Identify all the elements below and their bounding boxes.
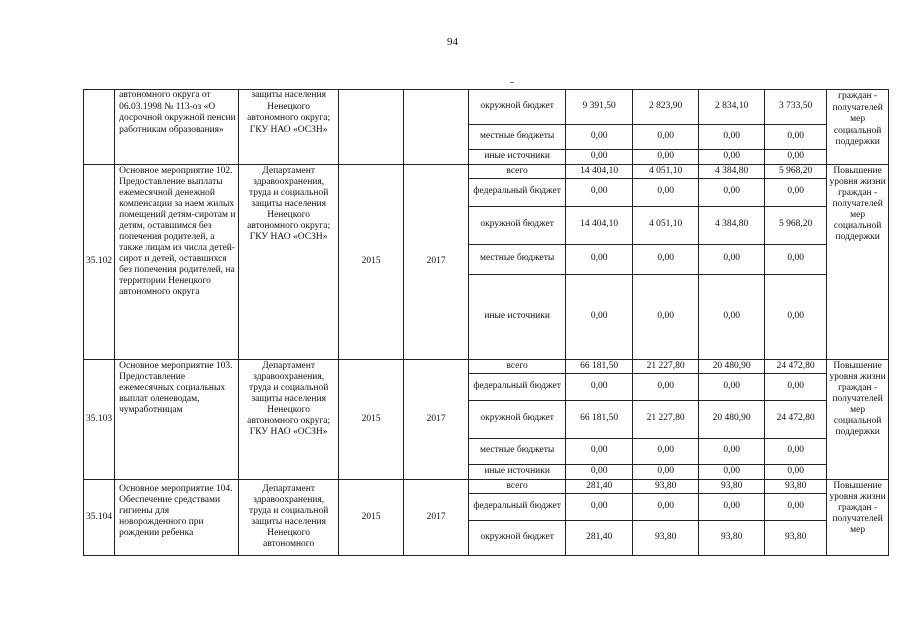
amount-cell: 14 404,10 [566,164,633,178]
amount-cell: 0,00 [566,274,633,359]
funding-source-cell: местные бюджеты [469,244,566,274]
table-row [84,479,889,493]
amount-cell: 0,00 [566,150,633,165]
start-year-cell: 2015 [339,164,404,359]
amount-cell: 93,80 [633,520,699,555]
amount-cell: 0,00 [699,438,765,464]
amount-cell: 5 968,20 [765,206,827,244]
result-cell: Повышение уровня жизни граждан - получателей мер [827,479,889,555]
table-body [84,90,889,556]
amount-cell: 0,00 [765,373,827,400]
measure-name-cell: Основное мероприятие 104. Обеспечение средствами гигиены для новорожденного при рождении ребенка [115,479,239,555]
amount-cell: 93,80 [633,479,699,493]
amount-cell: 0,00 [699,178,765,206]
end-year-cell: 2017 [404,479,469,555]
amount-cell: 21 227,80 [633,400,699,438]
amount-cell: 0,00 [699,373,765,400]
amount-cell: 0,00 [765,464,827,479]
funding-source-cell: иные источники [469,150,566,165]
amount-cell: 0,00 [566,178,633,206]
amount-cell: 0,00 [765,150,827,165]
measure-number-cell [84,90,115,165]
amount-cell: 93,80 [699,479,765,493]
amount-cell: 2 823,90 [633,90,699,125]
table-row [84,359,889,373]
amount-cell: 0,00 [699,125,765,150]
funding-source-cell: окружной бюджет [469,400,566,438]
funding-source-cell: всего [469,164,566,178]
result-cell: Повышение уровня жизни граждан - получателей мер социальной поддержки [827,359,889,479]
responsible-cell: защиты населения Ненецкого автономного округа; ГКУ НАО «ОСЗН» [239,90,339,165]
result-cell: Повышение уровня жизни граждан - получателей мер социальной поддержки [827,164,889,359]
end-year-cell: 2017 [404,359,469,479]
funding-source-cell: всего [469,479,566,493]
amount-cell: 0,00 [633,244,699,274]
amount-cell: 0,00 [765,274,827,359]
measure-name-cell: Основное мероприятие 102. Предоставление выплаты ежемесячной денежной компенсации за наем жилых помещений детям-сиротам и детям, оставшимся без попечения родителей, а также лицам из числа детей-сирот и детей, оставшихся без попечения родителей, на территории Ненецкого автономного округа [115,164,239,359]
amount-cell: 0,00 [566,438,633,464]
amount-cell: 5 968,20 [765,164,827,178]
amount-cell: 0,00 [566,493,633,520]
table-row [84,164,889,178]
funding-source-cell: окружной бюджет [469,520,566,555]
measure-name-cell: автономного округа от 06.03.1998 № 113-оз «О досрочной окружной пенсии работникам образования» [115,90,239,165]
amount-cell: 93,80 [699,520,765,555]
amount-cell: 281,40 [566,520,633,555]
responsible-cell: Департамент здравоохранения, труда и социальной защиты населения Ненецкого автономного округа; ГКУ НАО «ОСЗН» [239,164,339,359]
amount-cell: 0,00 [699,274,765,359]
amount-cell: 0,00 [566,125,633,150]
amount-cell: 20 480,90 [699,359,765,373]
responsible-cell: Департамент здравоохранения, труда и социальной защиты населения Ненецкого автономного округа; ГКУ НАО «ОСЗН» [239,359,339,479]
start-year-cell: 2015 [339,359,404,479]
amount-cell: 4 384,80 [699,164,765,178]
amount-cell: 0,00 [566,464,633,479]
amount-cell: 0,00 [765,125,827,150]
measure-number-cell: 35.102 [84,164,115,359]
amount-cell: 24 472,80 [765,400,827,438]
amount-cell: 0,00 [765,493,827,520]
amount-cell: 14 404,10 [566,206,633,244]
start-year-cell: 2015 [339,479,404,555]
amount-cell: 2 834,10 [699,90,765,125]
funding-source-cell: иные источники [469,464,566,479]
amount-cell: 0,00 [699,493,765,520]
amount-cell: 93,80 [765,479,827,493]
start-year-cell [339,90,404,165]
amount-cell: 0,00 [699,244,765,274]
amount-cell: 93,80 [765,520,827,555]
end-year-cell [404,90,469,165]
responsible-cell: Департамент здравоохранения, труда и социальной защиты населения Ненецкого автономного [239,479,339,555]
measure-number-cell: 35.104 [84,479,115,555]
page-number: 94 [447,36,458,48]
amount-cell: 0,00 [633,178,699,206]
funding-source-cell: окружной бюджет [469,90,566,125]
amount-cell: 66 181,50 [566,400,633,438]
result-cell: граждан - получателей мер социальной поддержки [827,90,889,165]
funding-source-cell: федеральный бюджет [469,373,566,400]
amount-cell: 0,00 [633,125,699,150]
amount-cell: 0,00 [633,464,699,479]
amount-cell: 0,00 [566,373,633,400]
measure-number-cell: 35.103 [84,359,115,479]
amount-cell: 281,40 [566,479,633,493]
amount-cell: 20 480,90 [699,400,765,438]
end-year-cell: 2017 [404,164,469,359]
funding-source-cell: местные бюджеты [469,125,566,150]
funding-source-cell: окружной бюджет [469,206,566,244]
amount-cell: 66 181,50 [566,359,633,373]
amount-cell: 9 391,50 [566,90,633,125]
amount-cell: 0,00 [699,150,765,165]
amount-cell: 0,00 [765,244,827,274]
amount-cell: 0,00 [633,373,699,400]
table-row [84,90,889,125]
amount-cell: 0,00 [765,178,827,206]
amount-cell: 4 051,10 [633,206,699,244]
amount-cell: 0,00 [566,244,633,274]
amount-cell: 0,00 [633,150,699,165]
amount-cell: 0,00 [633,438,699,464]
funding-source-cell: всего [469,359,566,373]
amount-cell: 4 051,10 [633,164,699,178]
amount-cell: 3 733,50 [765,90,827,125]
amount-cell: 0,00 [633,493,699,520]
amount-cell: 4 384,80 [699,206,765,244]
amount-cell: 21 227,80 [633,359,699,373]
program-table [83,89,889,556]
amount-cell: 0,00 [699,464,765,479]
funding-source-cell: федеральный бюджет [469,493,566,520]
amount-cell: 0,00 [765,438,827,464]
funding-source-cell: местные бюджеты [469,438,566,464]
amount-cell: 24 472,80 [765,359,827,373]
scan-mark [510,82,514,83]
amount-cell: 0,00 [633,274,699,359]
funding-source-cell: федеральный бюджет [469,178,566,206]
funding-source-cell: иные источники [469,274,566,359]
measure-name-cell: Основное мероприятие 103. Предоставление ежемесячных социальных выплат оленеводам, чумработницам [115,359,239,479]
